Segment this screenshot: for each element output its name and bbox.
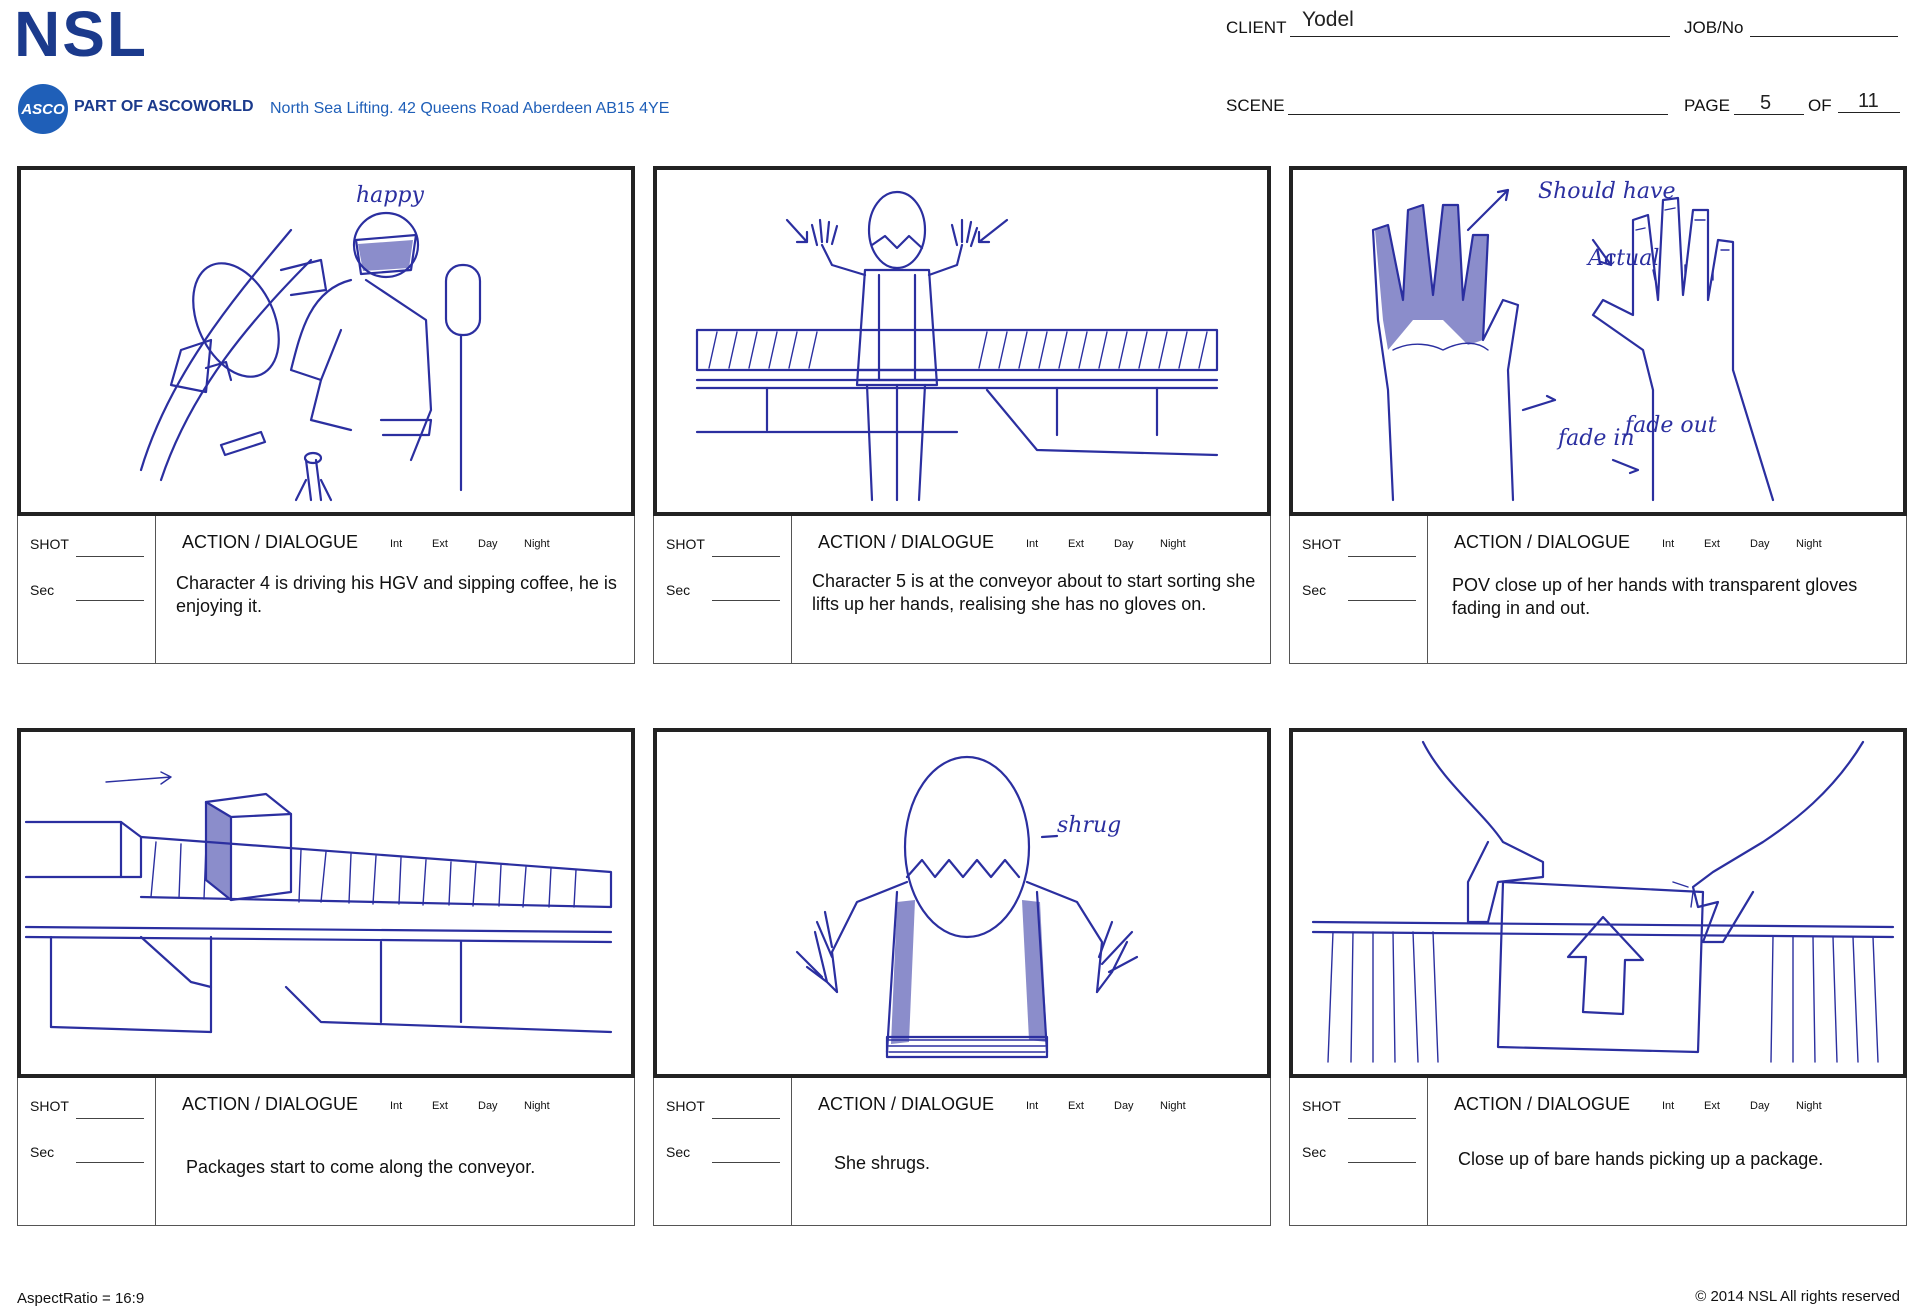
shot-label: SHOT bbox=[1302, 536, 1341, 552]
storyboard-frame-2 bbox=[653, 166, 1271, 516]
day-option[interactable]: Day bbox=[1114, 538, 1134, 550]
day-option[interactable]: Day bbox=[478, 538, 498, 550]
page-label: PAGE bbox=[1684, 96, 1730, 115]
panel-description: POV close up of her hands with transparent gloves fading in and out. bbox=[1452, 575, 1858, 618]
panel-description: Close up of bare hands picking up a package. bbox=[1458, 1149, 1824, 1169]
shot-field[interactable] bbox=[76, 556, 144, 557]
sec-label: Sec bbox=[30, 582, 55, 598]
storyboard-frame-6 bbox=[1289, 728, 1907, 1078]
ext-option[interactable]: Ext bbox=[1704, 538, 1720, 550]
scene-line[interactable] bbox=[1288, 114, 1668, 115]
panel-meta-6 bbox=[1289, 1078, 1907, 1226]
company-address: North Sea Lifting. 42 Queens Road Aberdeen AB15 4YE bbox=[270, 100, 670, 117]
sec-field[interactable] bbox=[76, 600, 144, 601]
job-label: JOB/No bbox=[1684, 18, 1744, 37]
of-label: OF bbox=[1808, 96, 1832, 115]
shot-field[interactable] bbox=[76, 1118, 144, 1119]
night-option[interactable]: Night bbox=[1796, 538, 1822, 550]
sec-label: Sec bbox=[1302, 582, 1327, 598]
panel-description: Character 4 is driving his HGV and sipping coffee, he is enjoying it. bbox=[176, 573, 617, 616]
shot-label: SHOT bbox=[30, 1098, 69, 1114]
sec-field[interactable] bbox=[712, 600, 780, 601]
client-label: CLIENT bbox=[1226, 18, 1287, 37]
aspect-ratio-note: AspectRatio = 16:9 bbox=[17, 1290, 145, 1307]
job-line[interactable] bbox=[1750, 36, 1898, 37]
day-option[interactable]: Day bbox=[1750, 1100, 1770, 1112]
night-option[interactable]: Night bbox=[524, 538, 550, 550]
scene-label: SCENE bbox=[1226, 96, 1285, 115]
annotation-actual: Actual bbox=[1588, 246, 1660, 271]
shot-field[interactable] bbox=[1348, 556, 1416, 557]
sec-field[interactable] bbox=[76, 1162, 144, 1163]
int-option[interactable]: Int bbox=[390, 538, 403, 550]
panel-description: Character 5 is at the conveyor about to start sorting she lifts up her hands, realising she has no gloves on. bbox=[812, 571, 1256, 614]
sec-label: Sec bbox=[30, 1144, 55, 1160]
sec-field[interactable] bbox=[1348, 1162, 1416, 1163]
shot-field[interactable] bbox=[712, 556, 780, 557]
action-dialogue-label: ACTION / DIALOGUE bbox=[1454, 532, 1631, 552]
night-option[interactable]: Night bbox=[1160, 1100, 1186, 1112]
sketch-driver-hgv bbox=[21, 170, 631, 512]
storyboard-frame-5 bbox=[653, 728, 1271, 1078]
shot-field[interactable] bbox=[1348, 1118, 1416, 1119]
sketch-hands-package bbox=[1293, 732, 1903, 1074]
sec-field[interactable] bbox=[1348, 600, 1416, 601]
sec-label: Sec bbox=[666, 582, 691, 598]
night-option[interactable]: Night bbox=[1796, 1100, 1822, 1112]
panel-description: Packages start to come along the conveyor. bbox=[186, 1157, 536, 1177]
action-dialogue-label: ACTION / DIALOGUE bbox=[818, 1094, 995, 1114]
storyboard-frame-4 bbox=[17, 728, 635, 1078]
action-dialogue-label: ACTION / DIALOGUE bbox=[1454, 1094, 1631, 1114]
night-option[interactable]: Night bbox=[1160, 538, 1186, 550]
annotation-should-have: Should have bbox=[1538, 179, 1676, 204]
panel-description: She shrugs. bbox=[834, 1153, 931, 1173]
annotation-happy: happy bbox=[356, 183, 424, 208]
int-option[interactable]: Int bbox=[1662, 538, 1675, 550]
page-value[interactable]: 5 bbox=[1760, 92, 1772, 114]
copyright-notice: © 2014 NSL All rights reserved bbox=[1695, 1288, 1900, 1305]
ext-option[interactable]: Ext bbox=[432, 1100, 448, 1112]
shot-label: SHOT bbox=[666, 1098, 705, 1114]
shot-field[interactable] bbox=[712, 1118, 780, 1119]
storyboard-frame-1 bbox=[17, 166, 635, 516]
panel-meta-3 bbox=[1289, 516, 1907, 664]
asco-logo-icon: ASCO bbox=[18, 84, 68, 134]
sec-field[interactable] bbox=[712, 1162, 780, 1163]
nsl-logo: NSL bbox=[14, 0, 148, 70]
annotation-shrug: shrug bbox=[1057, 813, 1122, 838]
annotation-fade-in: fade in bbox=[1558, 426, 1635, 451]
panel-meta-5 bbox=[653, 1078, 1271, 1226]
sketch-worker-conveyor bbox=[657, 170, 1267, 512]
day-option[interactable]: Day bbox=[478, 1100, 498, 1112]
panel-meta-4 bbox=[17, 1078, 635, 1226]
sketch-hands-gloves bbox=[1293, 170, 1903, 512]
int-option[interactable]: Int bbox=[1026, 538, 1039, 550]
ext-option[interactable]: Ext bbox=[432, 538, 448, 550]
shot-label: SHOT bbox=[1302, 1098, 1341, 1114]
of-value[interactable]: 11 bbox=[1858, 90, 1879, 112]
panel-meta-2 bbox=[653, 516, 1271, 664]
sketch-packages-conveyor bbox=[21, 732, 631, 1074]
client-value[interactable]: Yodel bbox=[1302, 8, 1354, 31]
action-dialogue-label: ACTION / DIALOGUE bbox=[182, 1094, 359, 1114]
night-option[interactable]: Night bbox=[524, 1100, 550, 1112]
shot-label: SHOT bbox=[30, 536, 69, 552]
sec-label: Sec bbox=[1302, 1144, 1327, 1160]
shot-label: SHOT bbox=[666, 536, 705, 552]
ext-option[interactable]: Ext bbox=[1068, 1100, 1084, 1112]
day-option[interactable]: Day bbox=[1750, 538, 1770, 550]
int-option[interactable]: Int bbox=[1662, 1100, 1675, 1112]
day-option[interactable]: Day bbox=[1114, 1100, 1134, 1112]
panel-meta-1 bbox=[17, 516, 635, 664]
int-option[interactable]: Int bbox=[1026, 1100, 1039, 1112]
int-option[interactable]: Int bbox=[390, 1100, 403, 1112]
ext-option[interactable]: Ext bbox=[1068, 538, 1084, 550]
ext-option[interactable]: Ext bbox=[1704, 1100, 1720, 1112]
sketch-worker-shrugs bbox=[657, 732, 1267, 1074]
client-line bbox=[1290, 36, 1670, 37]
action-dialogue-label: ACTION / DIALOGUE bbox=[182, 532, 359, 552]
part-of-ascoworld: PART OF ASCOWORLD bbox=[74, 98, 254, 115]
sec-label: Sec bbox=[666, 1144, 691, 1160]
annotation-fade-out: fade out bbox=[1625, 413, 1717, 438]
action-dialogue-label: ACTION / DIALOGUE bbox=[818, 532, 995, 552]
storyboard-frame-3 bbox=[1289, 166, 1907, 516]
